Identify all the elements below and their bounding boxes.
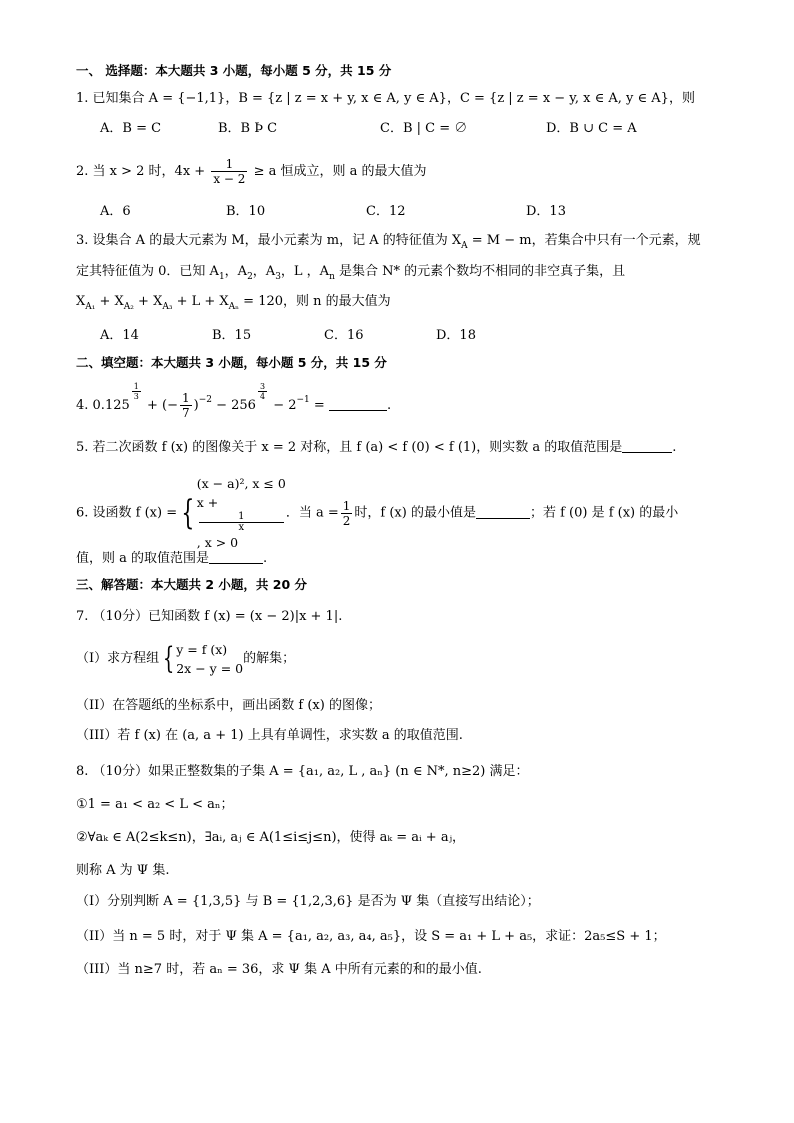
- question-6-line-2: [76, 550, 267, 568]
- q1-option-a: A．B = C: [100, 121, 162, 136]
- q6-case-2: [197, 493, 286, 552]
- question-8-definition: 则称 A 为 Ψ 集.: [76, 863, 170, 878]
- q4-text-f: =: [309, 398, 329, 413]
- section-heading-answer: 三、解答题：本大题共 2 小题，共 20 分: [76, 577, 308, 592]
- question-3-line-1: [76, 232, 701, 255]
- q3-line3-pre: X: [76, 294, 86, 309]
- q6-answer-blank-2[interactable]: [209, 551, 263, 564]
- q6-mid2: 时，f (x) 的最小值是: [354, 505, 476, 521]
- q6-cases-brace: {: [181, 493, 195, 533]
- q4-end: .: [386, 398, 392, 413]
- q7-p1-post: 的解集；: [243, 651, 296, 666]
- question-1-stem: 1. 已知集合 A = {−1,1}，B = {z | z = x + y, x ∈ A, y ∈ A}，C = {z | z = x − y, x ∈ A, y ∈ A}，则: [76, 91, 695, 106]
- section-heading-choice: 一、 选择题：本大题共 3 小题，每小题 5 分，共 15 分: [76, 63, 392, 78]
- question-7-part-1: [76, 636, 295, 682]
- q6-line2: 值，则 a 的取值范围是: [76, 551, 210, 566]
- question-7-part-2: （II）在答题纸的坐标系中，画出函数 f (x) 的图像；: [76, 698, 381, 713]
- q4-answer-blank[interactable]: [329, 398, 387, 411]
- q4-exp-3-4: [258, 382, 267, 401]
- q6-cases: [197, 474, 286, 552]
- q4-exp1-den: 3: [133, 392, 139, 401]
- q2-text-post: ≥ a 恒成立，则 a 的最大值为: [253, 164, 427, 179]
- q3-option-b: B．15: [212, 328, 252, 343]
- q2-option-b: B．10: [226, 204, 266, 219]
- q3-line2-mid2: ，A: [252, 264, 276, 279]
- q4-exp3-den: 4: [259, 392, 266, 401]
- q4-text-e: − 2: [269, 398, 297, 413]
- question-8-condition-1: ①1 = a₁ < a₂ < L < aₙ；: [76, 797, 234, 812]
- q4-exp-1-3: [132, 382, 141, 401]
- q4-base-0125: 4. 0.125: [76, 398, 130, 413]
- q6-case2-pre: x +: [196, 495, 219, 510]
- q3-line3-b: + X: [133, 294, 163, 309]
- q3-line2-mid: ，A: [224, 264, 248, 279]
- section-heading-fill: 二、填空题：本大题共 3 小题，每小题 5 分，共 15 分: [76, 355, 387, 370]
- q3-line1-post: = M − m，若集合中只有一个元素，规: [467, 233, 701, 248]
- q6-pre: 6. 设函数 f (x) =: [76, 505, 178, 521]
- q2-frac-num: 1: [211, 157, 247, 172]
- q4-exp3-num: 3: [259, 382, 266, 391]
- q6-case2-den: x: [238, 522, 245, 533]
- q2-frac-den: x − 2: [213, 172, 246, 186]
- q4-text-c: ): [193, 398, 199, 413]
- q4-text-b: + (−: [142, 398, 178, 413]
- q5-text: 5. 若二次函数 f (x) 的图像关于 x = 2 对称，且 f (a) < f (0) < f (1)，则实数 a 的取值范围是: [76, 440, 623, 455]
- q3-line2-post: ，L ，A: [280, 264, 330, 279]
- q3-line2-pre: 定其特征值为 0．已知 A: [76, 264, 219, 279]
- q6-end: .: [263, 551, 268, 566]
- q1-option-c: C．B | C = ∅: [380, 121, 468, 136]
- question-4: [76, 382, 391, 424]
- question-8-part-1: （I）分别判断 A = {1,3,5} 与 B = {1,2,3,6} 是否为 Ψ 集（直接写出结论）；: [76, 894, 540, 909]
- q2-option-c: C．12: [366, 204, 406, 219]
- q7-system: [176, 640, 243, 678]
- q4-exp1-num: 1: [133, 382, 139, 391]
- q7-eq-1: y = f (x): [176, 641, 228, 657]
- question-8-part-3: （III）当 n≥7 时，若 aₙ = 36，求 Ψ 集 A 中所有元素的和的最小值.: [76, 962, 482, 977]
- question-8-stem: 8. （10分）如果正整数集的子集 A = {a₁, a₂, L , aₙ} (n ∈ N*, n≥2) 满足：: [76, 764, 529, 779]
- q3-line1-text: 3. 设集合 A 的最大元素为 M，最小元素为 m，记 A 的特征值为 X: [76, 233, 462, 248]
- q4-frac-num: 1: [181, 391, 190, 405]
- q4-exp4: −1: [296, 395, 310, 405]
- q3-line3-a: + X: [95, 294, 124, 309]
- question-5: [76, 439, 676, 457]
- q6-a-den: 2: [342, 513, 351, 528]
- q6-case-1: (x − a)², x ≤ 0: [196, 476, 286, 491]
- q1-option-d: D．B ∪ C = A: [546, 121, 637, 136]
- q6-case2-post: , x > 0: [196, 535, 239, 550]
- question-3-line-2: 定其特征值为 0．已知 $A_1$，$A_2$，$A_3$，L ，$A_n$ 是集合 N* 的元素个数均不相同的非空真子集，且: [76, 264, 626, 282]
- q5-end: .: [672, 440, 677, 455]
- q6-post: ；若 f (0) 是 f (x) 的最小: [529, 505, 679, 521]
- q3-line2-end: 是集合 N* 的元素个数均不相同的非空真子集，且: [334, 264, 626, 279]
- question-3-line-3: $X_{A_1} + X_{A_2} + X_{A_3} + L + X_{A_n} = 120$，则 n 的最大值为: [76, 294, 391, 312]
- question-6-line-1: [76, 474, 678, 552]
- q2-option-d: D．13: [526, 204, 566, 219]
- q2-fraction: [211, 157, 247, 186]
- q3-option-d: D．18: [436, 328, 476, 343]
- q3-line3-post: = 120，则 n 的最大值为: [239, 294, 391, 309]
- q4-text-d: − 256: [211, 398, 256, 413]
- q4-frac-den: 7: [181, 406, 190, 420]
- q6-a-frac: [341, 499, 353, 528]
- q2-text-pre: 2. 当 x > 2 时，4x +: [76, 164, 206, 179]
- question-7-part-3: （III）若 f (x) 在 (a, a + 1) 上具有单调性，求实数 a 的取值范围.: [76, 728, 463, 743]
- q6-answer-blank-1[interactable]: [476, 506, 530, 519]
- q5-answer-blank[interactable]: [622, 440, 672, 453]
- question-7-stem: 7. （10分）已知函数 f (x) = (x − 2)|x + 1|.: [76, 609, 343, 624]
- q6-a-num: 1: [342, 498, 351, 513]
- q4-fraction-1-7: [180, 391, 192, 420]
- question-8-condition-2: ②∀aₖ ∈ A(2≤k≤n)，∃aᵢ, aⱼ ∈ A(1≤i≤j≤n)，使得 aₖ = aᵢ + aⱼ，: [76, 830, 466, 845]
- q3-option-c: C．16: [324, 328, 364, 343]
- q6-case2-num: 1: [199, 512, 284, 523]
- q7-eq-2: 2x − y = 0: [176, 660, 244, 676]
- q7-p1-pre: （I）求方程组: [76, 651, 160, 666]
- q4-exp2: −2: [198, 395, 212, 405]
- q1-option-b: B．B Þ C: [218, 121, 278, 136]
- question-2-stem: [76, 155, 427, 189]
- q3-line1-sub: A: [461, 241, 468, 251]
- question-8-part-2: （II）当 n = 5 时，对于 Ψ 集 A = {a₁, a₂, a₃, a₄, a₅}，设 S = a₁ + L + a₅，求证：2a₅≤S + 1；: [76, 929, 666, 944]
- q3-option-a: A．14: [100, 328, 139, 343]
- q3-line3-c: + L + X: [172, 294, 229, 309]
- q6-mid: ．当 a =: [285, 505, 339, 521]
- q2-option-a: A．6: [100, 204, 131, 219]
- q7-system-brace: {: [162, 640, 175, 676]
- q6-case2-frac: [199, 512, 284, 533]
